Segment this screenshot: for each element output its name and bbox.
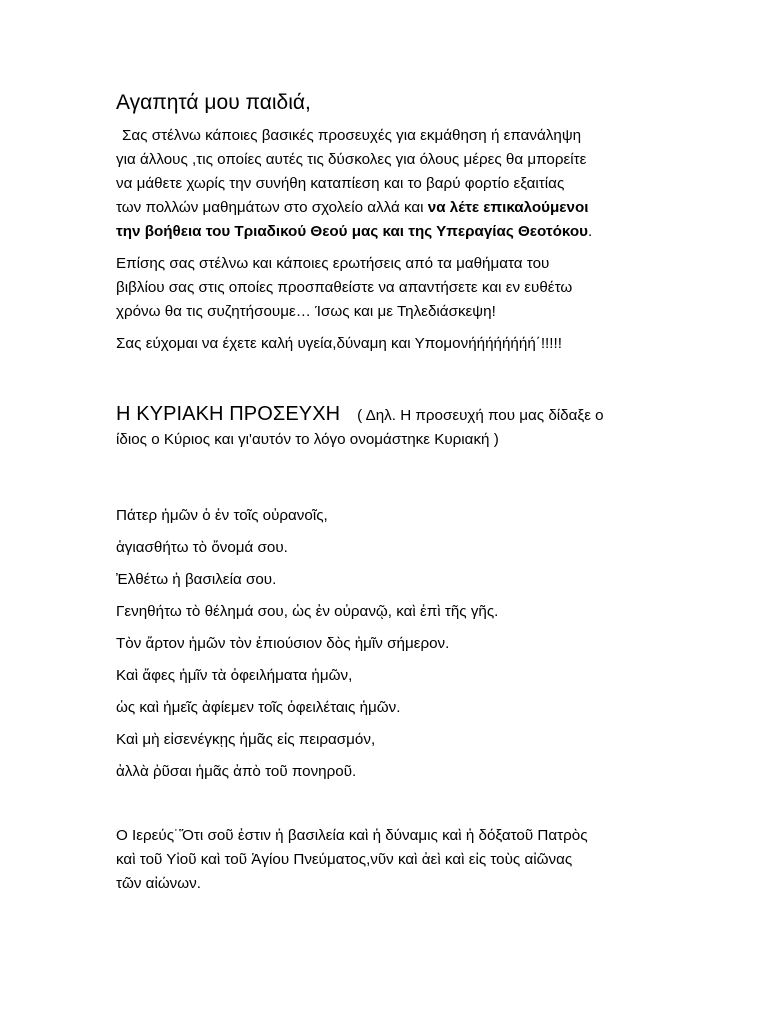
intro-line-5-bold: την βοήθεια του Τριαδικού Θεού μας και της Υπεραγίας Θεοτόκου [116, 223, 588, 240]
greeting: Αγαπητά μου παιδιά, [116, 91, 311, 114]
intro-line-5 [116, 220, 656, 244]
document-body [116, 88, 656, 896]
intro-line-4 [116, 196, 656, 220]
prayer-title: Η ΚΥΡΙΑΚΗ ΠΡΟΣΕΥΧΗ [116, 403, 341, 425]
questions-line-1: Επίσης σας στέλνω και κάποιες ερωτήσεις από τα μαθήματα του [116, 255, 550, 272]
wishes-paragraph: Σας εύχομαι να έχετε καλή υγεία,δύναμη και Υπομονήήήήήήήή΄!!!!! [116, 335, 562, 352]
prayer-line: Καὶ μὴ εἰσενέγκῃς ἡμᾶς εἰς πειρασμόν, [116, 731, 376, 748]
questions-line-3: χρόνω θα τις συζητήσουμε… Ίσως και με Τηλεδιάσκεψη! [116, 303, 496, 320]
prayer-line: Πάτερ ἡμῶν ὁ ἐν τοῖς οὐρανοῖς, [116, 507, 328, 524]
prayer-heading [116, 402, 656, 428]
questions-paragraph [116, 252, 656, 324]
prayer-subtitle-part-2: ίδιος ο Κύριος και γι'αυτόν το λόγο ονομάστηκε Κυριακή ) [116, 431, 499, 448]
intro-line-3: να μάθετε χωρίς την συνήθη καταπίεση και το βαρύ φορτίο εξαιτίας [116, 175, 565, 192]
prayer-line: ὡς καὶ ἡμεῖς ἀφίεμεν τοῖς ὀφειλέταις ἡμῶν. [116, 699, 401, 716]
intro-line-2: για άλλους ,τις οποίες αυτές τις δύσκολες για όλους μέρες θα μπορείτε [116, 151, 587, 168]
prayer-line: Ἐλθέτω ἡ βασιλεία σου. [116, 571, 277, 588]
doxology-line-1: Ο Ιερεύς˙Ὅτι σοῦ ἐστιν ἡ βασιλεία καὶ ἡ δύναμις καὶ ἡ δόξατοῦ Πατρὸς [116, 827, 588, 844]
doxology-line-3: τῶν αἰώνων. [116, 875, 201, 892]
prayer-line: ἁγιασθήτω τὸ ὄνομά σου. [116, 539, 288, 556]
intro-line-4-text: των πολλών μαθημάτων στο σχολείο αλλά και [116, 199, 428, 216]
intro-line-1: Σας στέλνω κάποιες βασικές προσευχές για εκμάθηση ή επανάληψη [122, 127, 582, 144]
doxology-paragraph [116, 824, 656, 896]
prayer-text [116, 500, 656, 788]
prayer-line: Γενηθήτω τὸ θέλημά σου, ὡς ἐν οὐρανῷ, καὶ ἐπὶ τῆς γῆς. [116, 603, 499, 620]
intro-line-4-bold: να λέτε επικαλούμενοι [427, 199, 589, 216]
prayer-line: Τὸν ἄρτον ἡμῶν τὸν ἐπιούσιον δὸς ἡμῖν σήμερον. [116, 635, 450, 652]
intro-paragraph [116, 124, 656, 244]
prayer-subtitle-part-1: ( Δηλ. Η προσευχή που μας δίδαξε ο [357, 407, 604, 424]
prayer-line: ἀλλὰ ῥῦσαι ἡμᾶς ἀπὸ τοῦ πονηροῦ. [116, 763, 357, 780]
prayer-line: Καὶ ἄφες ἡμῖν τὰ ὀφειλήματα ἡμῶν, [116, 667, 353, 684]
doxology-line-2: καὶ τοῦ Υἱοῦ καὶ τοῦ Ἁγίου Πνεύματος,νῦν καὶ ἀεὶ καὶ εἰς τοὺς αἰῶνας [116, 851, 573, 868]
questions-line-2: βιβλίου σας στις οποίες προσπαθείστε να απαντήσετε και εν ευθέτω [116, 279, 573, 296]
intro-line-5-end: . [587, 223, 593, 240]
